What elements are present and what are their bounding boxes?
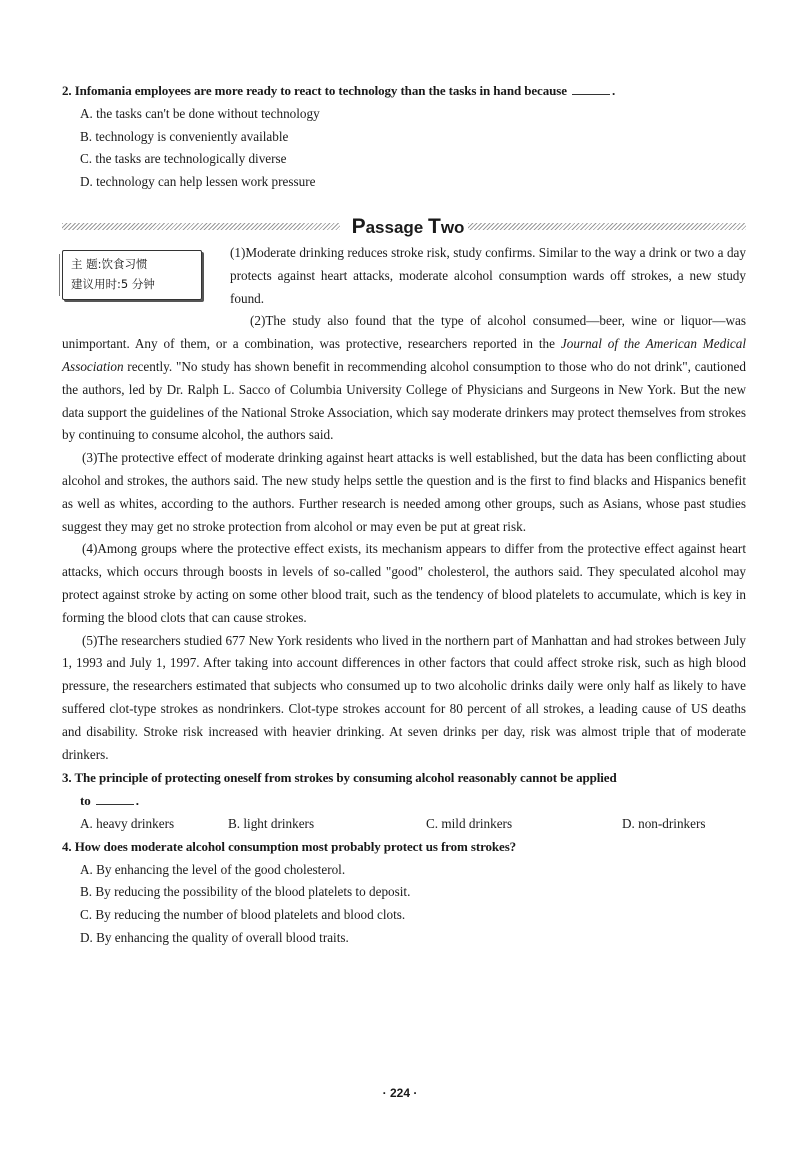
question-2-option-d: D. technology can help lessen work pressure [80,174,316,190]
question-2-stem: 2. Infomania employees are more ready to react to technology than the tasks in hand because . [62,83,616,98]
journal-name: Journal of the American Medical Association [62,336,746,374]
answer-blank [572,81,610,95]
question-4-option-d: D. By enhancing the quality of overall blood traits. [80,929,349,945]
passage-body [62,242,746,766]
page-number: · 224 · [382,1086,418,1100]
paragraph-2: (2)The study also found that the type of alcohol consumed—beer, wine or liquor—was unimportant. Any of them, or a combination, was protective, researchers reported in the Journal of the American Medical Association recently. "No study has shown benefit in recommending alcohol consumption to those who do not drink", cautioned the authors, led by Dr. Ralph L. Sacco of Columbia University College of Physicians and Surgeons in New York. But the new data support the guidelines of the National Stroke Association, which say moderate drinkers may protect themselves from strokes by continuing to consume alcohol, the authors said. [62,313,746,443]
question-4 [62,836,746,950]
paragraph-4: (4)Among groups where the protective effect exists, its mechanism appears to differ from the protective effect against heart attacks, which occurs through boosts in levels of so-called "good" cholesterol, the authors said. They speculated alcohol may protect against stroke by acting on some other blood trait, such as the tendency of blood platelets to accumulate, which is key in forming the blood clots that can cause strokes. [62,541,746,625]
passage-title: Passage Two [351,214,465,238]
question-3-option-a: A. heavy drinkers [80,815,175,831]
question-3-stem-cont: to . [80,793,139,809]
topic-line: 主 题:饮食习惯 [71,256,148,271]
question-4-stem: 4. How does moderate alcohol consumption most probably protect us from strokes? [62,838,517,854]
question-2-option-c: C. the tasks are technologically diverse [80,151,287,167]
question-4-option-a: A. By enhancing the level of the good cholesterol. [80,861,346,877]
paragraph-1: (1)Moderate drinking reduces stroke risk, study confirms. Similar to the way a drink or two a day protects against heart attacks, moderate alcohol consumption wards off strokes, a new study found. [230,244,746,306]
hatch-divider-right [468,223,746,230]
question-4-option-b: B. By reducing the possibility of the blood platelets to deposit. [80,884,411,900]
question-4-option-c: C. By reducing the number of blood platelets and blood clots. [80,907,406,923]
question-3-stem: 3. The principle of protecting oneself from strokes by consuming alcohol reasonably cannot be applied [62,770,617,786]
topic-box [62,250,202,300]
passage-header [62,214,746,240]
question-2-option-b: B. technology is conveniently available [80,128,289,144]
topic-box-wrap [62,242,230,312]
answer-blank [96,791,134,805]
question-2-option-a: A. the tasks can't be done without technology [80,105,320,121]
question-3-option-b: B. light drinkers [228,815,315,831]
hatch-divider-left [62,223,340,230]
paragraph-5: (5)The researchers studied 677 New York residents who lived in the northern part of Manhattan and had strokes between July 1, 1993 and July 1, 1997. After taking into account differences in other factors that could affect stroke risk, such as high blood pressure, the researchers estimated that subjects who consumed up to two alcoholic drinks daily were only half as likely to have suffered clot-type strokes as nondrinkers. Clot-type strokes account for 80 percent of all strokes, a leading cause of US deaths and disability. Stroke risk increased with heavier drinking. At seven drinks per day, risk was almost triple that of moderate drinkers. [62,632,746,762]
paragraph-3: (3)The protective effect of moderate drinking against heart attacks is well established, but the data has been conflicting about alcohol and strokes, the authors said. The new study helps settle the question and is the first to find blacks and Hispanics benefit as well as whites, according to the authors. Further research is needed among other groups, such as Asians, whose past studies suggest they may get no stroke protection from alcohol or may even be put at great risk. [62,450,746,534]
question-3 [62,767,746,835]
suggested-time-line: 建议用时:5 分钟 [71,276,155,291]
question-3-option-c: C. mild drinkers [426,815,513,831]
page-content [62,80,746,950]
question-2 [62,80,746,194]
question-3-options [62,813,746,836]
question-3-option-d: D. non-drinkers [622,815,706,831]
